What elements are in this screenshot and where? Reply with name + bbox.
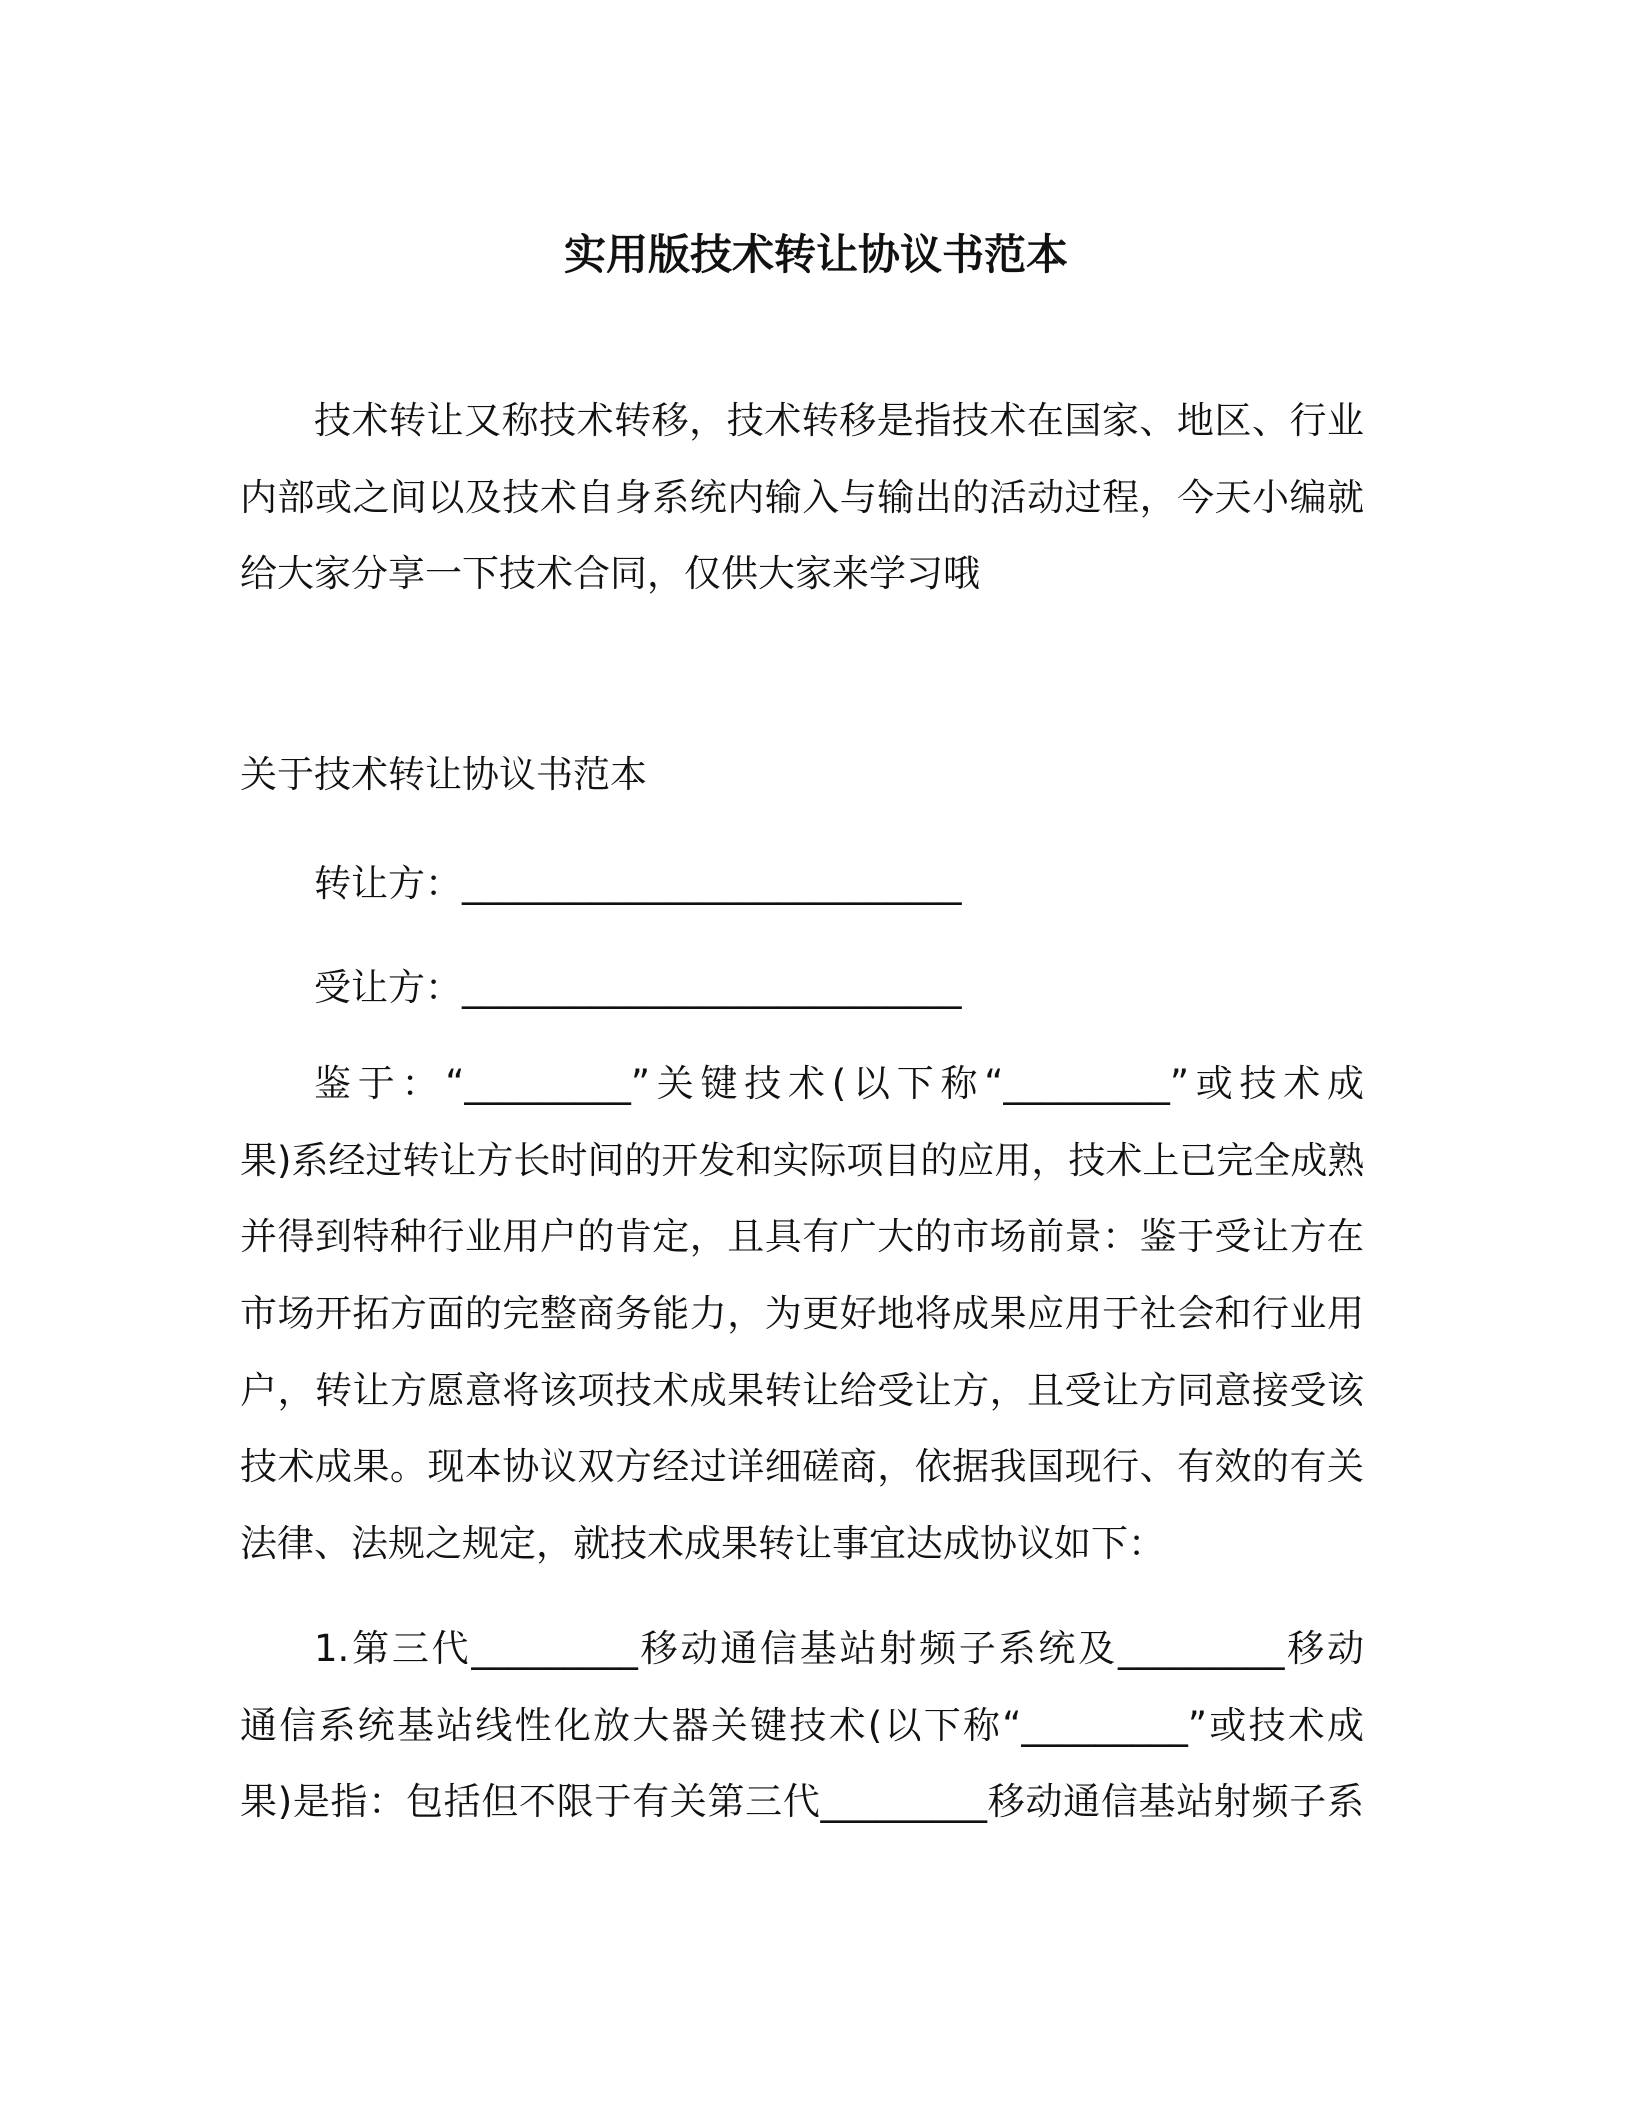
clause-line: 1.第三代_________移动通信基站射频子系统及_________移动 (314, 1627, 1364, 1670)
whereas-line: 并得到特种行业用户的肯定，且具有广大的市场前景：鉴于受让方在 (240, 1215, 1364, 1259)
whereas-paragraph (240, 1046, 1364, 1583)
whereas-line: 鉴于：“_________”关键技术(以下称“_________”或技术成 (314, 1062, 1364, 1105)
intro-line: 给大家分享一下技术合同，仅供大家来学习哦 (240, 552, 980, 596)
whereas-line: 法律、法规之规定，就技术成果转让事宜达成协议如下： (240, 1522, 1165, 1566)
whereas-line: 市场开拓方面的完整商务能力，为更好地将成果应用于社会和行业用 (240, 1292, 1364, 1336)
whereas-line: 户，转让方愿意将该项技术成果转让给受让方，且受让方同意接受该 (240, 1368, 1364, 1412)
whereas-line: 技术成果。现本协议双方经过详细磋商，依据我国现行、有效的有关 (240, 1445, 1364, 1489)
clause-line: 通信系统基站线性化放大器关键技术(以下称“_________”或技术成 (240, 1703, 1364, 1747)
transferee-label: 受让方：___________________________ (314, 966, 962, 1009)
whereas-line: 果)系经过转让方长时间的开发和实际项目的应用，技术上已完全成熟 (240, 1138, 1365, 1182)
transferee-field (240, 950, 1364, 1027)
intro-line: 内部或之间以及技术自身系统内输入与输出的活动过程，今天小编就 (240, 475, 1364, 519)
section-heading-block (240, 737, 1364, 814)
transferor-label: 转让方：___________________________ (314, 862, 962, 905)
transferor-field (240, 846, 1364, 923)
clause-line: 果)是指：包括但不限于有关第三代_________移动通信基站射频子系 (240, 1780, 1364, 1824)
intro-paragraph (240, 383, 1364, 613)
document-title: 实用版技术转让协议书范本 (563, 230, 1068, 279)
section-heading: 关于技术转让协议书范本 (240, 753, 647, 796)
intro-line: 技术转让又称技术转移，技术转移是指技术在国家、地区、行业 (314, 399, 1364, 442)
clause-1-paragraph (240, 1611, 1364, 1841)
